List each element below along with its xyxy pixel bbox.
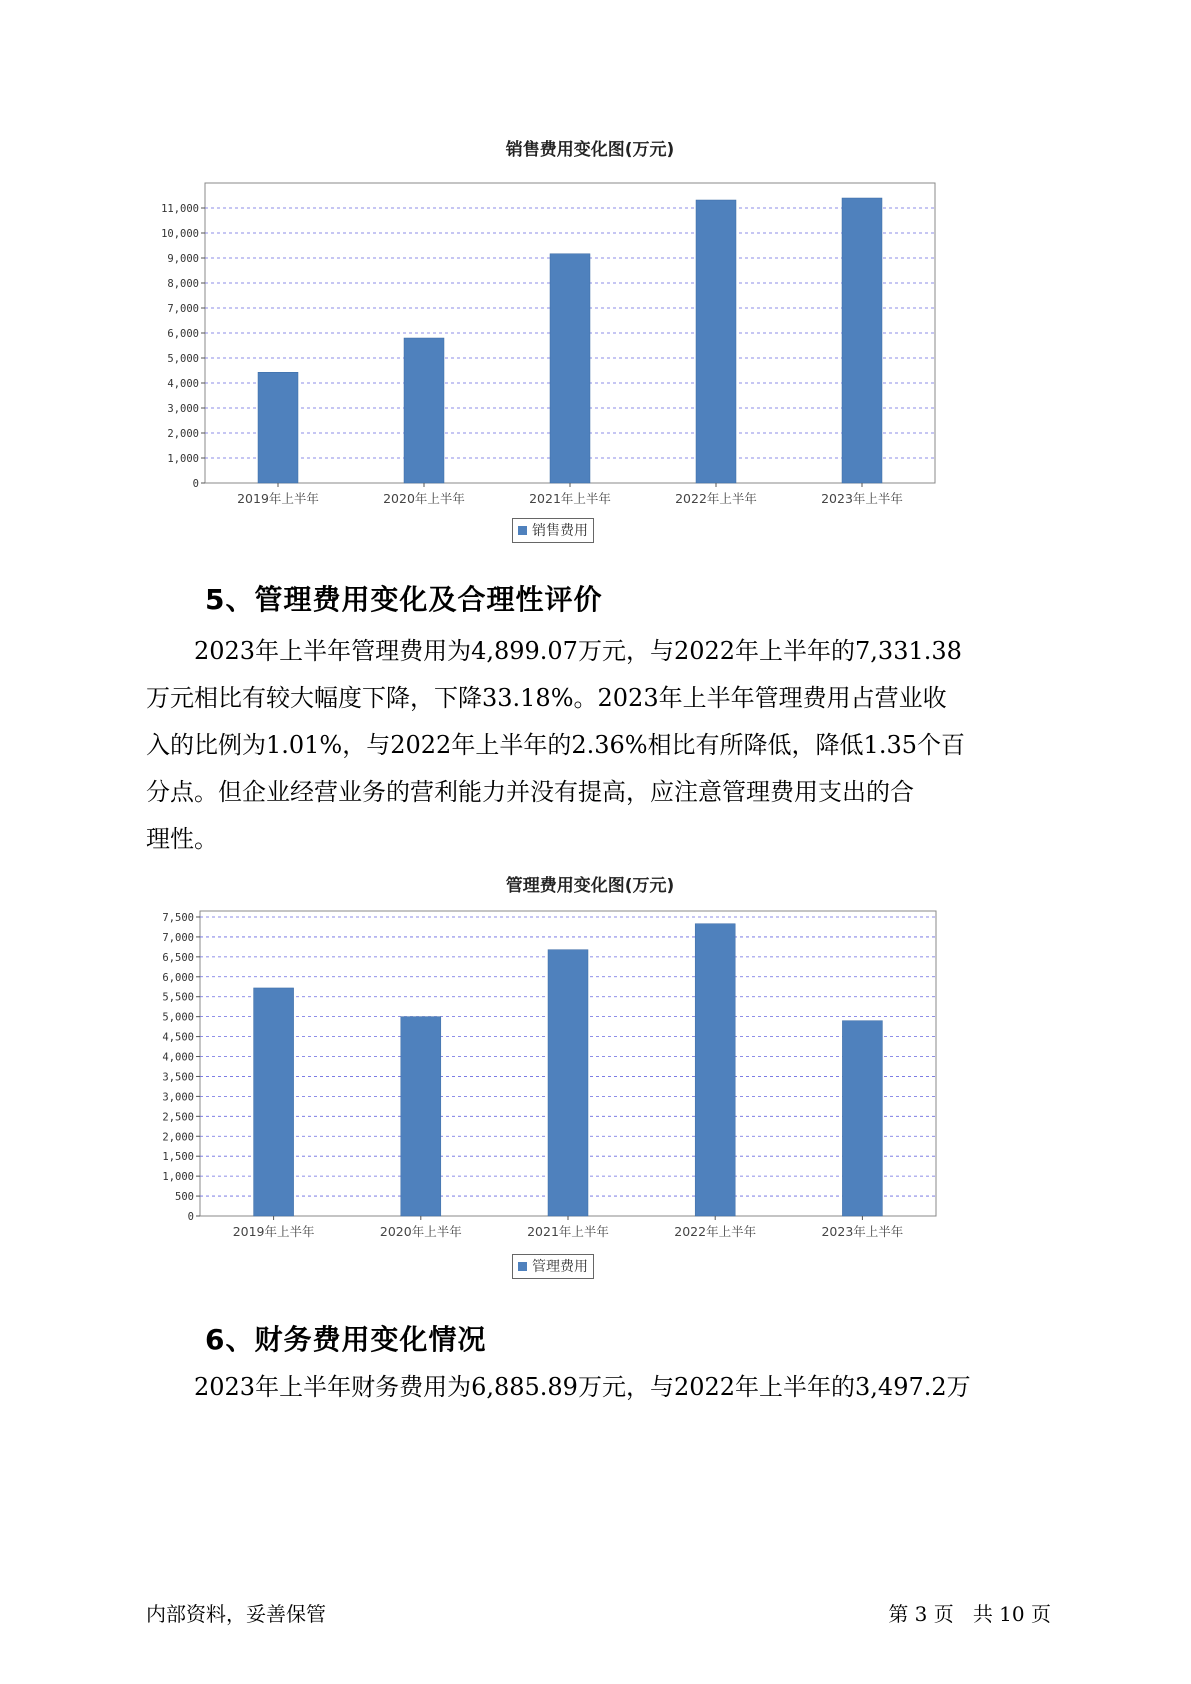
y-tick-label: 4,000 (162, 1051, 194, 1064)
x-tick-label: 2021年上半年 (529, 491, 611, 506)
y-tick-label: 2,000 (167, 428, 199, 440)
x-tick-label: 2023年上半年 (821, 1224, 904, 1239)
y-tick-label: 3,000 (167, 403, 199, 415)
x-tick-label: 2022年上半年 (674, 1224, 757, 1239)
y-tick-label: 1,000 (162, 1171, 194, 1184)
bar (404, 338, 444, 483)
section-5-heading: 5、管理费用变化及合理性评价 (205, 583, 603, 616)
y-tick-label: 6,000 (167, 328, 199, 340)
y-tick-label: 3,000 (162, 1091, 194, 1104)
section-6-paragraph (146, 1364, 1046, 1411)
bar (695, 924, 735, 1216)
y-tick-label: 4,500 (162, 1031, 194, 1044)
y-tick-label: 0 (187, 1211, 194, 1223)
y-tick-label: 1,000 (167, 453, 199, 465)
y-tick-label: 4,000 (167, 378, 199, 390)
x-tick-label: 2020年上半年 (383, 491, 465, 506)
legend-swatch (518, 526, 527, 535)
x-tick-label: 2019年上半年 (237, 491, 319, 506)
x-tick-label: 2023年上半年 (821, 491, 903, 506)
y-tick-label: 7,000 (162, 931, 194, 944)
y-tick-label: 500 (175, 1191, 194, 1204)
y-tick-label: 0 (192, 478, 199, 490)
footer-confidential: 内部资料，妥善保管 (146, 1602, 326, 1626)
section-6-heading: 6、财务费用变化情况 (205, 1323, 487, 1356)
admin-expense-chart (140, 866, 1040, 1296)
legend-swatch (518, 1262, 527, 1271)
bar (401, 1017, 441, 1216)
chart-title: 销售费用变化图(万元) (505, 140, 675, 160)
y-tick-label: 5,000 (167, 353, 199, 365)
bar (696, 200, 736, 483)
bar (258, 372, 298, 483)
y-tick-label: 11,000 (161, 203, 199, 215)
y-tick-label: 2,500 (162, 1111, 194, 1124)
y-tick-label: 2,000 (162, 1131, 194, 1144)
chart-legend (512, 1254, 594, 1279)
y-tick-label: 8,000 (167, 278, 199, 290)
y-tick-label: 3,500 (162, 1071, 194, 1084)
sales-expense-plot (140, 175, 1040, 545)
y-tick-label: 10,000 (161, 228, 199, 240)
legend-label: 销售费用 (532, 523, 588, 539)
bar (550, 254, 590, 483)
bar (254, 988, 294, 1216)
footer-page-number: 第 3 页 共 10 页 (888, 1602, 1051, 1626)
paragraph-line: 入的比例为1.01%，与2022年上半年的2.36%相比有所降低，降低1.35个百 (146, 731, 965, 759)
bar (548, 950, 588, 1216)
admin-expense-plot (140, 906, 1040, 1276)
y-tick-label: 5,000 (162, 1011, 194, 1024)
legend-label: 管理费用 (532, 1259, 588, 1275)
y-tick-label: 1,500 (162, 1151, 194, 1164)
chart-legend (512, 518, 594, 543)
paragraph-line: 2023年上半年管理费用为4,899.07万元，与2022年上半年的7,331.38 (194, 637, 962, 665)
paragraph-line: 2023年上半年财务费用为6,885.89万元，与2022年上半年的3,497.2万 (194, 1373, 971, 1401)
x-tick-label: 2019年上半年 (232, 1224, 315, 1239)
paragraph-line: 分点。但企业经营业务的营利能力并没有提高，应注意管理费用支出的合 (146, 778, 914, 806)
paragraph-line: 理性。 (146, 825, 218, 853)
y-tick-label: 7,500 (162, 911, 194, 924)
sales-expense-chart (140, 130, 1040, 550)
chart-title: 管理费用变化图(万元) (505, 876, 675, 896)
y-tick-label: 5,500 (162, 991, 194, 1004)
bar (842, 198, 882, 483)
bar (842, 1021, 882, 1216)
x-tick-label: 2022年上半年 (675, 491, 757, 506)
y-tick-label: 9,000 (167, 253, 199, 265)
y-tick-label: 7,000 (167, 303, 199, 315)
paragraph-line: 万元相比有较大幅度下降，下降33.18%。2023年上半年管理费用占营业收 (146, 684, 947, 712)
section-5-paragraph (146, 628, 1046, 863)
x-tick-label: 2020年上半年 (379, 1224, 462, 1239)
y-tick-label: 6,500 (162, 951, 194, 964)
x-tick-label: 2021年上半年 (527, 1224, 609, 1239)
y-tick-label: 6,000 (162, 971, 194, 984)
